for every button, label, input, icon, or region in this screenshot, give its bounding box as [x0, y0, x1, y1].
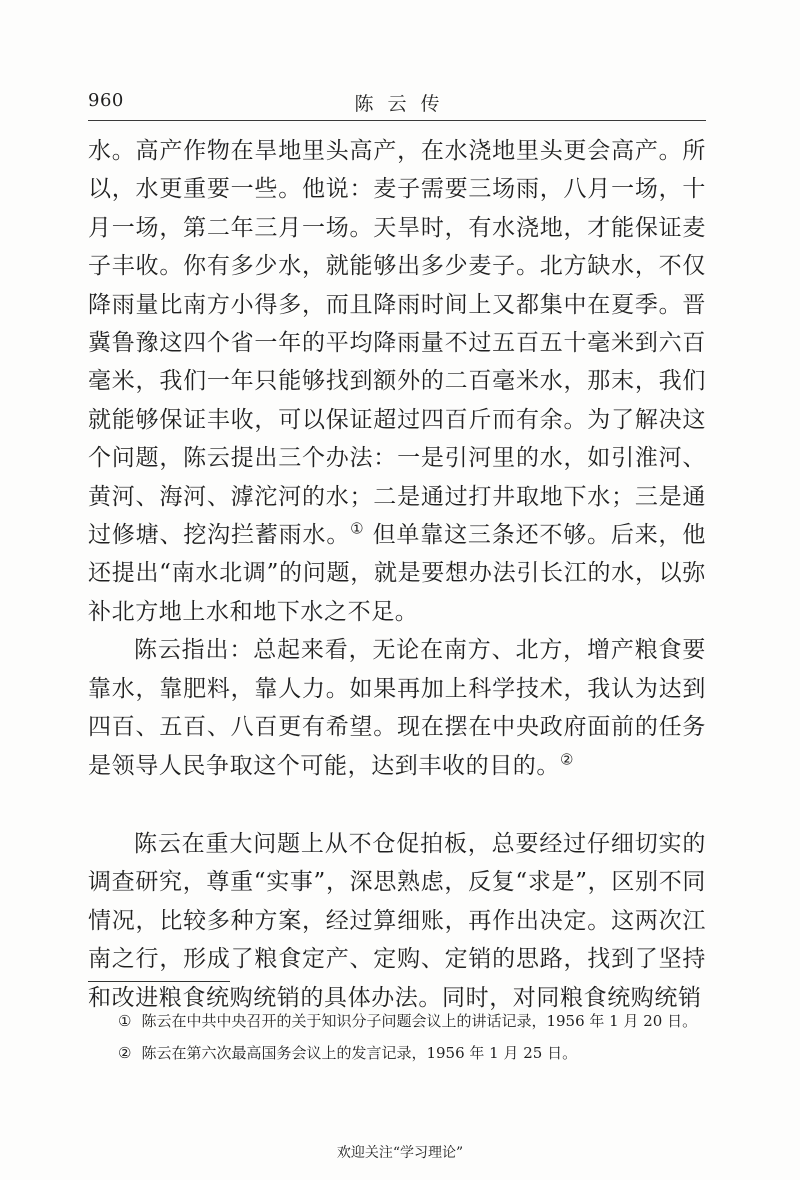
paragraph-method: [88, 825, 706, 1017]
section-gap: [88, 785, 706, 825]
paragraph-water: [88, 132, 706, 631]
footnote-mark: ①: [118, 1012, 132, 1030]
paragraph-text: 陈云在重大问题上从不仓促拍板，总要经过仔细切实的调查研究，尊重“实事”，深思熟虑，反复“求是”，区别不同情况，比较多种方案，经过算细账，再作出决定。这两次江南之行，形成了粮食定产、定购、定销的思路，找到了坚持和改进粮食统购统销的具体办法。同时，对同粮食统购统销: [88, 830, 706, 1011]
footnote-mark: ②: [118, 1044, 132, 1062]
footnote-divider: [88, 981, 230, 982]
footnote-1: [88, 1008, 706, 1034]
running-title: 陈云传: [354, 93, 454, 115]
footnotes: [88, 1008, 706, 1072]
page-header: [88, 86, 706, 121]
body-text: [88, 132, 706, 1017]
footnote-text: 陈云在第六次最高国务会议上的发言记录，1956 年 1 月 25 日。: [141, 1044, 578, 1062]
footnote-ref-1[interactable]: ①: [350, 519, 365, 538]
paragraph-conclusion: [88, 631, 706, 785]
paragraph-text: 陈云指出：总起来看，无论在南方、北方，增产粮食要靠水，靠肥料，靠人力。如果再加上科学技术，我认为达到四百、五百、八百更有希望。现在摆在中央政府面前的任务是领导人民争取这个可能，达到丰收的目的。: [88, 637, 706, 779]
page-number: 960: [88, 90, 124, 111]
footnote-ref-2[interactable]: ②: [560, 749, 575, 768]
paragraph-text: 但单靠这三条还不够。后来，他还提出“南水北调”的问题，就是要想办法引长江的水，以弥补北方地上水和地下水之不足。: [88, 522, 706, 625]
footnote-text: 陈云在中共中央召开的关于知识分子问题会议上的讲话记录，1956 年 1 月 20 日。: [141, 1012, 698, 1030]
bottom-caption: 欢迎关注“学习理论”: [336, 1145, 464, 1161]
footnote-2: [88, 1040, 706, 1066]
paragraph-text: 水。高产作物在旱地里头高产，在水浇地里头更会高产。所以，水更重要一些。他说：麦子需要三场雨，八月一场，十月一场，第二年三月一场。天旱时，有水浇地，才能保证麦子丰收。你有多少水，就能够出多少麦子。北方缺水，不仅降雨量比南方小得多，而且降雨时间上又都集中在夏季。晋冀鲁豫这四个省一年的平均降雨量不过五百五十毫米到六百毫米，我们一年只能够找到额外的二百毫米水，那末，我们就能够保证丰收，可以保证超过四百斤而有余。为了解决这个问题，陈云提出三个办法：一是引河里的水，如引淮河、黄河、海河、滹沱河的水；二是通过打井取地下水；三是通过修塘、挖沟拦蓄雨水。: [88, 138, 706, 549]
